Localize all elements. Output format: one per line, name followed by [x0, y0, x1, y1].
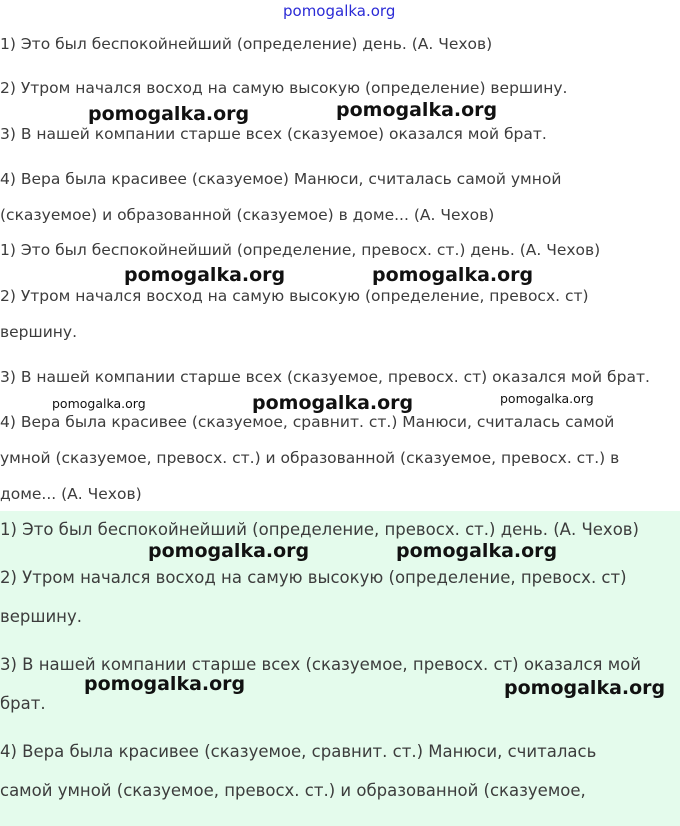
text-line: вершину.	[0, 323, 78, 341]
text-line: 1) Это был беспокойнейший (определение) день. (А. Чехов)	[0, 35, 493, 53]
watermark: pomogalka.org	[504, 677, 666, 699]
watermark: pomogalka.org	[84, 673, 246, 695]
text-line: 4) Вера была красивее (сказуемое, сравнит. ст.) Манюси, считалась	[0, 742, 597, 761]
text-line: 2) Утром начался восход на самую высокую (определение) вершину.	[0, 79, 568, 97]
text-line: (сказуемое) и образованной (сказуемое) в доме... (А. Чехов)	[0, 206, 495, 224]
watermark: pomogalka.org	[52, 396, 146, 411]
site-link[interactable]: pomogalka.org	[283, 2, 396, 20]
text-line: 3) В нашей компании старше всех (сказуемое) оказался мой брат.	[0, 125, 547, 143]
watermark: pomogalka.org	[124, 264, 286, 286]
text-line: 3) В нашей компании старше всех (сказуемое, превосх. ст) оказался мой	[0, 655, 641, 674]
text-line: 4) Вера была красивее (сказуемое, сравнит. ст.) Манюси, считалась самой	[0, 413, 615, 431]
watermark: pomogalka.org	[396, 540, 558, 562]
text-line: 4) Вера была красивее (сказуемое) Манюси, считалась самой умной	[0, 170, 562, 188]
text-line: 3) В нашей компании старше всех (сказуемое, превосх. ст) оказался мой брат.	[0, 368, 650, 386]
watermark: pomogalka.org	[88, 103, 250, 125]
watermark: pomogalka.org	[148, 540, 310, 562]
text-line: умной (сказуемое, превосх. ст.) и образованной (сказуемое, превосх. ст.) в	[0, 449, 620, 467]
text-line: вершину.	[0, 607, 82, 626]
text-line: доме... (А. Чехов)	[0, 485, 142, 503]
text-line: 2) Утром начался восход на самую высокую (определение, превосх. ст)	[0, 568, 627, 587]
text-line: 1) Это был беспокойнейший (определение, превосх. ст.) день. (А. Чехов)	[0, 241, 601, 259]
watermark: pomogalka.org	[336, 99, 498, 121]
text-line: 1) Это был беспокойнейший (определение, превосх. ст.) день. (А. Чехов)	[0, 520, 639, 539]
text-line: 2) Утром начался восход на самую высокую (определение, превосх. ст)	[0, 287, 589, 305]
text-line: брат.	[0, 694, 46, 713]
watermark: pomogalka.org	[252, 392, 414, 414]
watermark: pomogalka.org	[500, 391, 594, 406]
text-line: самой умной (сказуемое, превосх. ст.) и образованной (сказуемое,	[0, 781, 586, 800]
watermark: pomogalka.org	[372, 264, 534, 286]
